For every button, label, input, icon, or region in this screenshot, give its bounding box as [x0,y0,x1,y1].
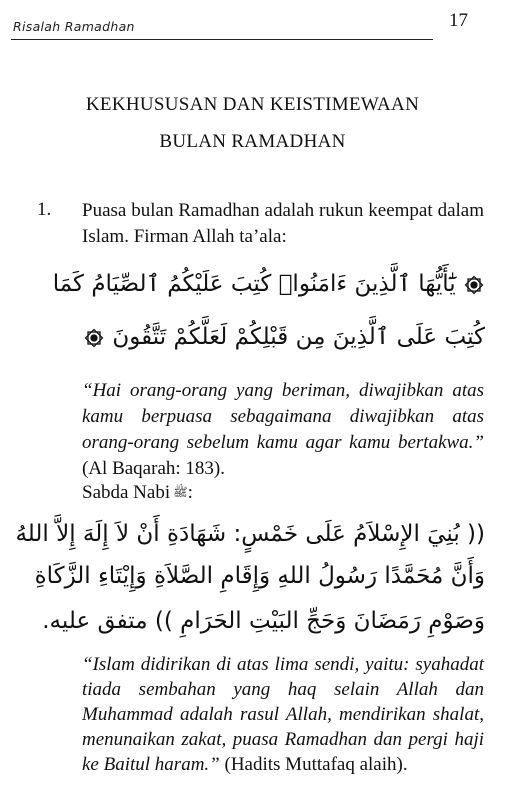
verse-reference: (Al Baqarah: 183). [82,458,225,479]
section-title-line-2: BULAN RAMADHAN [159,131,346,152]
verse-start-ornament-icon [463,274,485,296]
quran-verse-text-1: يَٰٓأَيُّهَا ٱلَّذِينَ ءَامَنُوا۟ كُتِبَ عَلَيْكُمُ ٱلصِّيَامُ كَمَا [52,271,456,297]
hadith-translation-paragraph [82,652,484,777]
sabda-label-text: Sabda Nabi [82,482,171,503]
verse-end-ornament-icon [83,327,105,349]
list-item-number: 1. [37,199,52,220]
section-title-line-1: KEKHUSUSAN DAN KEISTIMEWAAN [85,94,420,115]
verse-translation-paragraph [82,378,484,482]
hadith-reference: (Hadits Muttafaq alaih). [219,754,408,775]
sabda-nabi-label [82,482,193,504]
hadith-arabic-line-1: (( بُنِيَ الإِسْلاَمُ عَلَى خَمْسٍ: شَهَادَةِ أَنْ لاَ إِلَهَ إِلاَّ اللهُ [15,521,485,547]
page-number: 17 [449,10,468,31]
hadith-translation: “Islam didirikan di atas lima sendi, yaitu: syahadat tiada sembahan yang haq selain Allah dan Muhammad adalah rasul Allah, mendirikan shalat, menunaikan zakat, puasa Ramadhan dan pergi haji ke Baitul haram.” [82,654,484,775]
hadith-arabic-line-2: وَأَنَّ مُحَمَّدًا رَسُولُ اللهِ وَإِقَامِ الصَّلاَةِ وَإِيْتَاءِ الزَّكَاةِ [34,563,485,589]
quran-verse-line-2 [83,324,485,350]
quran-verse-text-2: كُتِبَ عَلَى ٱلَّذِينَ مِن قَبْلِكُمْ لَعَلَّكُمْ تَتَّقُونَ [112,324,485,350]
hadith-arabic-line-3: وَصَوْمِ رَمَضَانَ وَحَجِّ البَيْتِ الحَرَامِ )) متفق عليه. [42,608,485,634]
running-header [11,17,433,40]
sabda-colon: : [187,482,193,503]
quran-verse-line-1 [52,271,485,297]
verse-translation: “Hai orang-orang yang beriman, diwajibkan atas kamu berpuasa sebagaimana diwajibkan atas orang-orang sebelum kamu agar kamu bertakwa.” [82,380,484,453]
intro-paragraph: Puasa bulan Ramadhan adalah rukun keempat dalam Islam. Firman Allah ta’ala: [82,200,484,247]
saw-honorific-icon: ﷺ [173,485,188,499]
running-title: Risalah Ramadhan [13,19,135,34]
